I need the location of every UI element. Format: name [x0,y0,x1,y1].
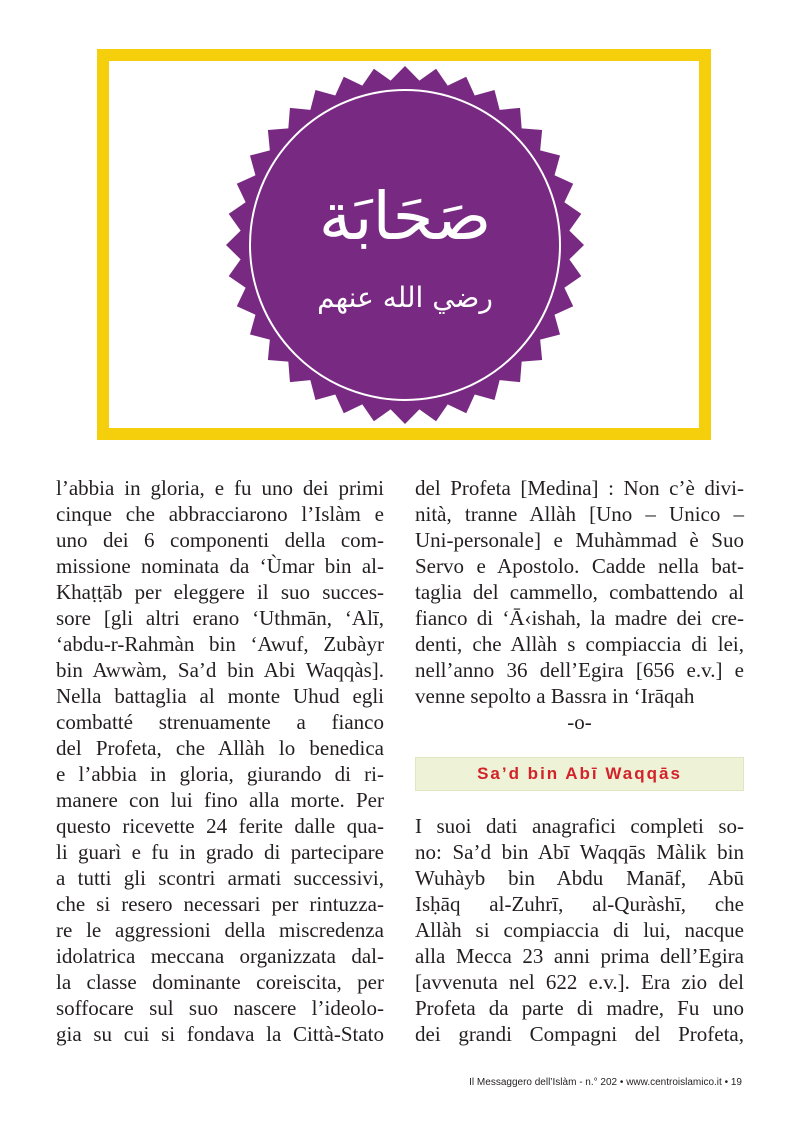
arabic-calligraphy-title: صَحَابَة [318,178,492,255]
section-heading: Sa’d bin Abī Waqqās [415,757,744,791]
text-line: la classe dominante coreiscita, per [56,970,384,994]
text-line: dei grandi Compagni del Profeta, [415,1022,744,1046]
text-line: Isḥāq al-Zuhrī, al-Quràshī, che [415,892,744,916]
text-line: l’abbia in gloria, e fu uno dei primi [56,476,384,500]
text-line: Nella battaglia al monte Uhud egli [56,684,384,708]
footer-separator: • [619,1077,624,1088]
text-line: cinque che abbracciarono l’Islàm e [56,502,384,526]
text-line: e l’abbia in gloria, giurando di ri- [56,762,384,786]
footer-separator: • [724,1077,729,1088]
text-line: soffocare sul suo nascere l’ideolo- [56,996,384,1020]
text-line: denti, che Allàh s compiaccia di lei, [415,632,744,656]
right-column-paragraph-1 [415,475,744,735]
text-line: idolatrica meccana organizzata dal- [56,944,384,968]
section-separator: -o- [567,710,592,734]
text-line: sore [gli altri erano ‘Uthmān, ‘Alī, [56,606,384,630]
text-line: Uni-personale] e Muhàmmad è Suo [415,528,744,552]
text-line: fianco di ‘Ā‹ishah, la madre dei cre- [415,606,744,630]
left-column [56,475,384,1047]
text-line: del Profeta, che Allàh lo benedica [56,736,384,760]
arabic-calligraphy-blessing: رضي الله عنهم [317,281,493,314]
text-line: Wuhàyb bin Abdu Manāf, Abū [415,866,744,890]
text-line: questo ricevette 24 ferite dalle qua- [56,814,384,838]
text-line: ‘abdu-r-Rahmàn bin ‘Awuf, Zubàyr [56,632,384,656]
text-line: no: Sa’d bin Abī Waqqās Màlik bin [415,840,744,864]
page-footer [469,1076,742,1090]
right-column-paragraph-2 [415,813,744,1047]
text-line: nità, tranne Allàh [Uno – Unico – [415,502,744,526]
text-line: uno dei 6 componenti della com- [56,528,384,552]
publication-name: Il Messaggero dell’Islàm - n.° 202 [469,1077,618,1088]
text-line: combatté strenuamente a fianco [56,710,384,734]
text-line: I suoi dati anagrafici completi so- [415,814,744,838]
text-line: gia su cui si fondava la Città-Stato [56,1022,384,1046]
text-line: a tutti gli scontri armati successivi, [56,866,384,890]
text-line: manere con lui fino alla morte. Per [56,788,384,812]
text-line: del Profeta [Medina] : Non c’è divi- [415,476,744,500]
text-line: nell’anno 36 dell’Egira [656 e.v.] e [415,658,744,682]
text-line: Allàh si compiaccia di lui, nacque [415,918,744,942]
text-line: [avvenuta nel 622 e.v.]. Era zio del [415,970,744,994]
text-line: bin Awwàm, Sa’d bin Abi Waqqàs]. [56,658,384,682]
text-line: Profeta da parte di madre, Fu uno [415,996,744,1020]
text-line: Khaṭṭāb per eleggere il suo succes- [56,580,384,604]
text-line: alla Mecca 23 anni prima dell’Egira [415,944,744,968]
text-line: taglia del cammello, combattendo al [415,580,744,604]
page-number: 19 [730,1077,742,1088]
text-line: che si resero necessari per rintuzza- [56,892,384,916]
website-url: www.centroislamico.it [626,1077,722,1088]
text-line: li guarì e fu in grado di partecipare [56,840,384,864]
text-line: missione nominata da ‘Ùmar bin al- [56,554,384,578]
text-line: venne sepolto a Bassra in ‘Irāqah [415,684,695,708]
text-line: re le aggressioni della miscredenza [56,918,384,942]
text-line: Servo e Apostolo. Cadde nella bat- [415,554,744,578]
